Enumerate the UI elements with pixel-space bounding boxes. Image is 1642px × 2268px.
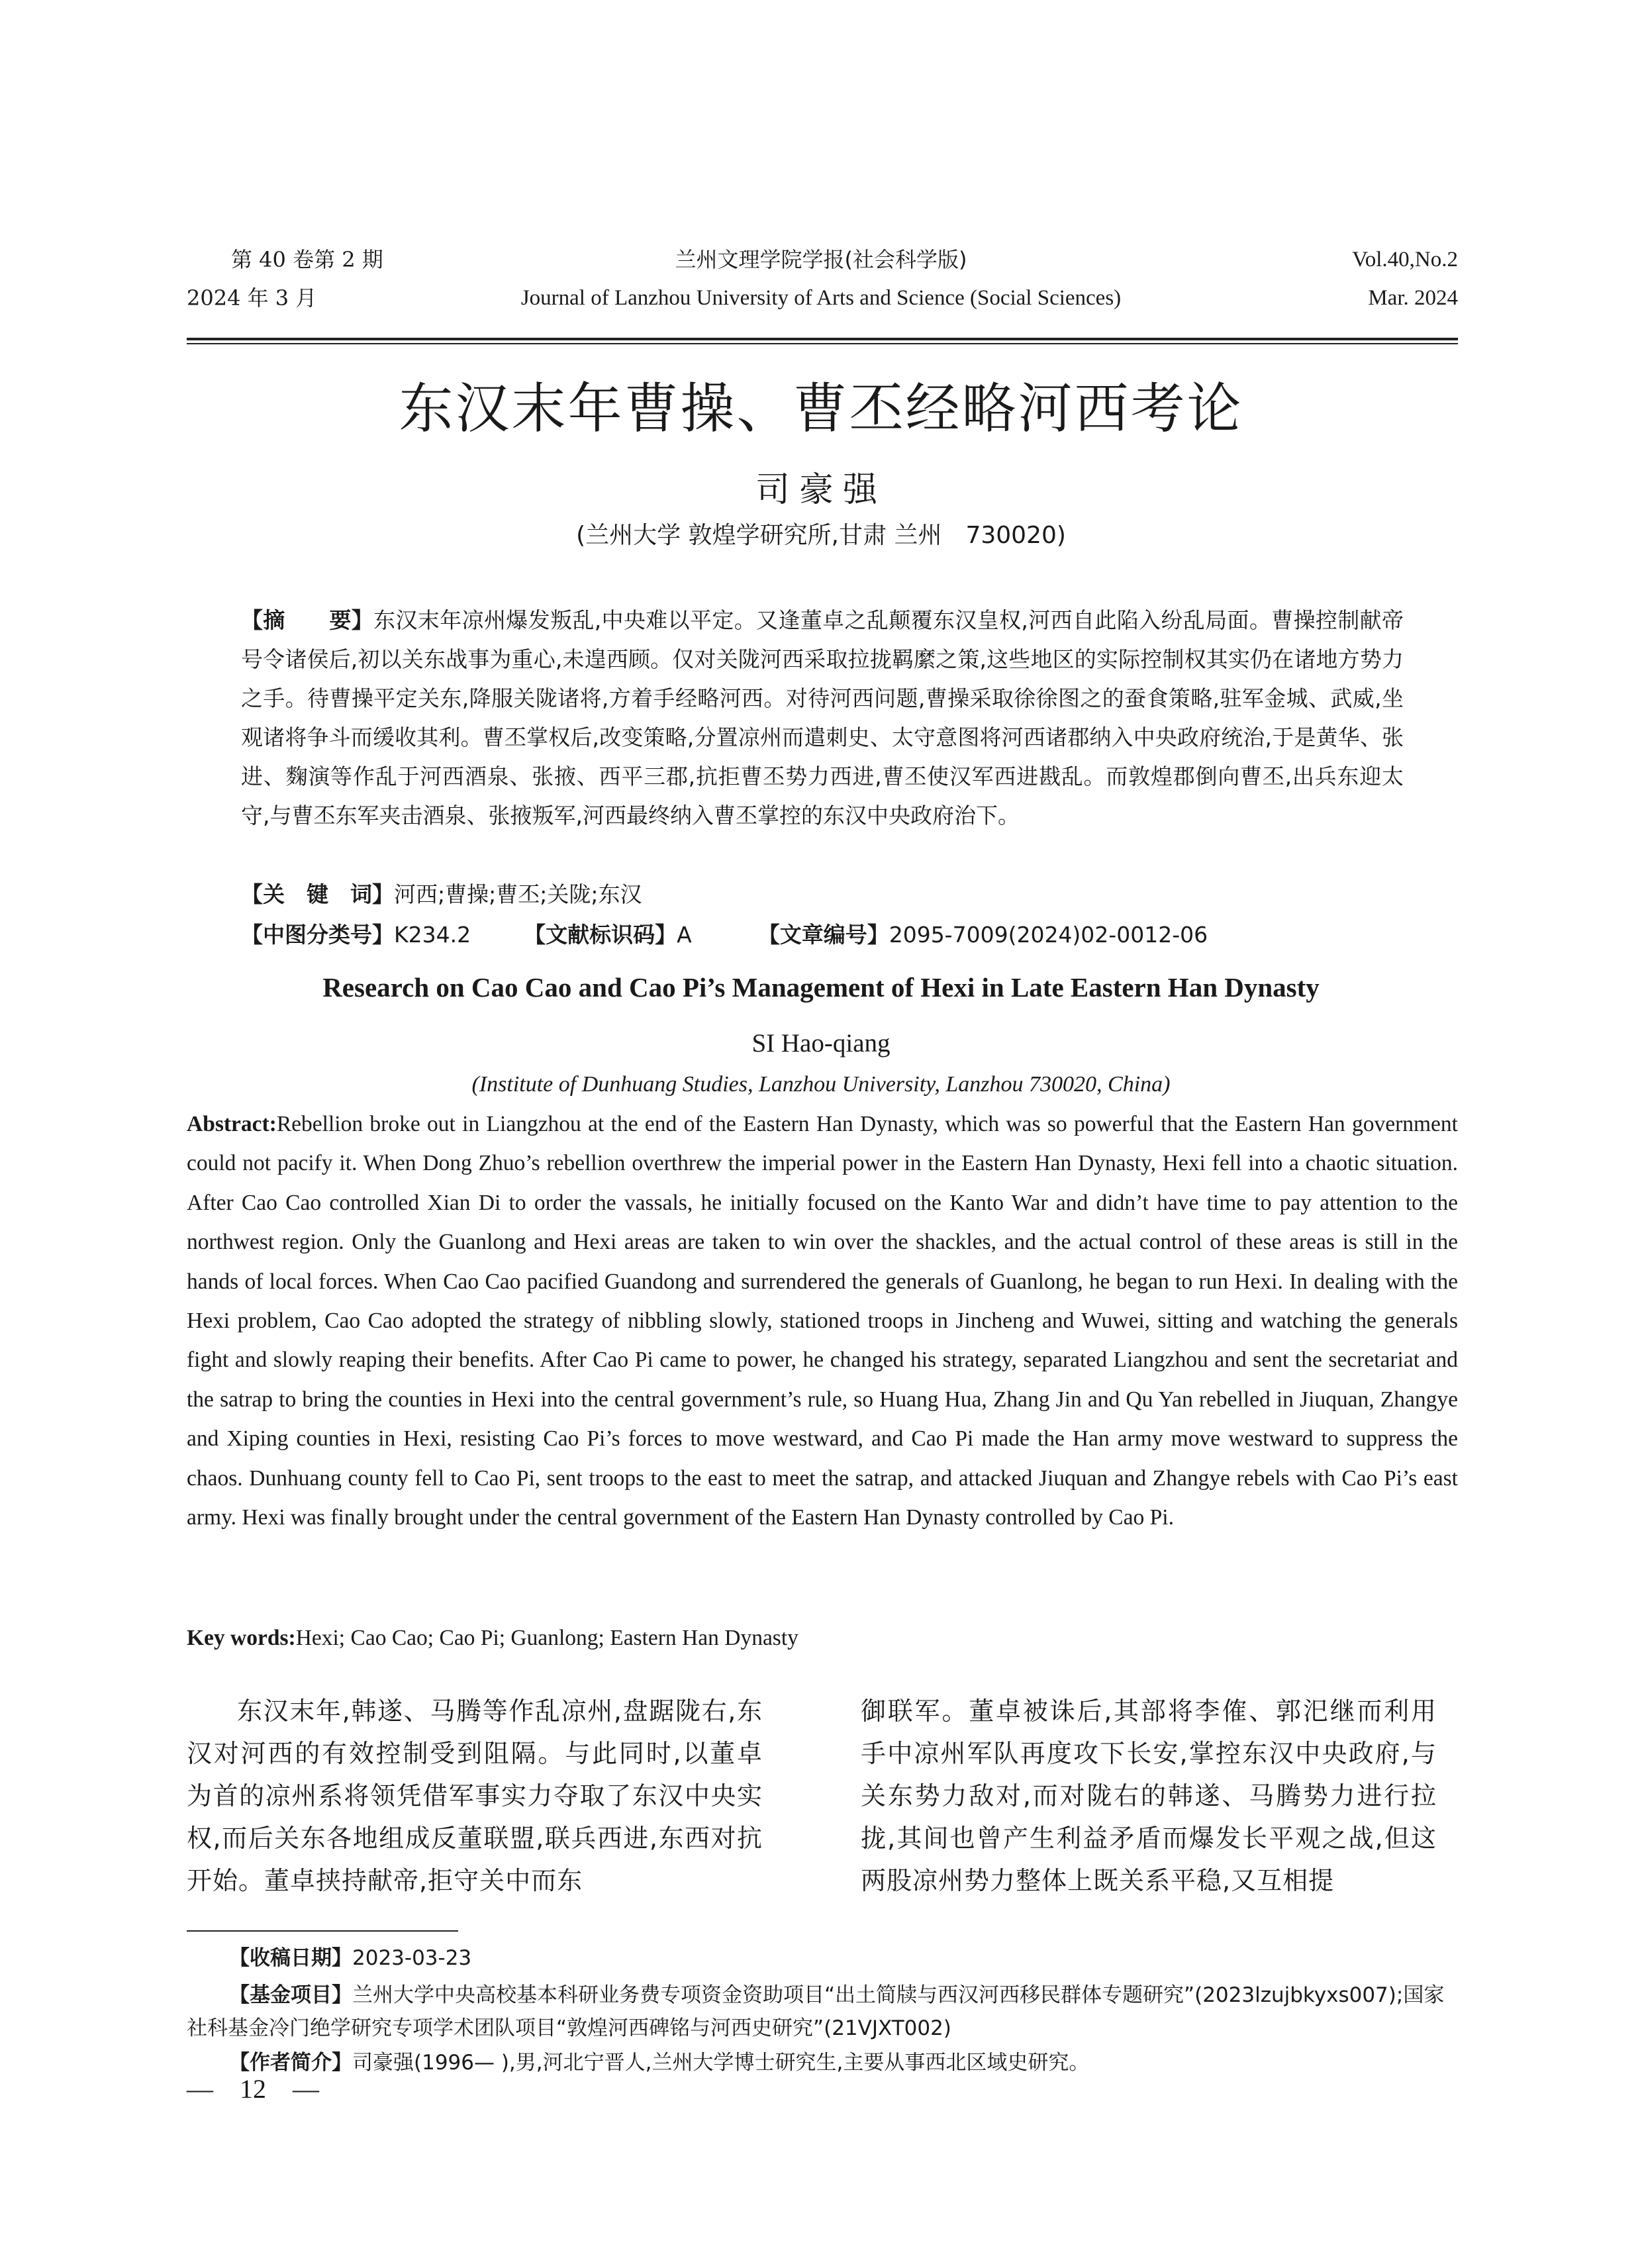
clc-label: 【中图分类号】	[241, 922, 394, 948]
page-number: — 12 —	[187, 2074, 319, 2104]
english-keywords-text: Hexi; Cao Cao; Cao Pi; Guanlong; Eastern Han Dynasty	[295, 1626, 798, 1650]
abstract-cn-label: 【摘 要】	[241, 607, 374, 633]
bio-value: 司豪强(1996— ),男,河北宁晋人,兰州大学博士研究生,主要从事西北区域史研究。	[352, 2051, 1090, 2075]
clc-value: K234.2	[394, 922, 471, 948]
page-title: 东汉末年曹操、曹丕经略河西考论	[399, 377, 1243, 440]
fund-label: 【基金项目】	[229, 1983, 352, 2007]
english-abstract-text: Rebellion broke out in Liangzhou at the end of the Eastern Han Dynasty, which was so powerful that the Eastern Han government could not pacify it. When Dong Zhuo’s rebellion overthrew the imperial power in the Eastern Han Dynasty, Hexi fell into a chaotic situation. After Cao Cao controlled Xian Di to order the vassals, he initially focused on the Kanto War and didn’t have time to pay attention to the northwest region. Only the Guanlong and Hexi areas are taken to win over the shackles, and the actual control of these areas is still in the hands of local forces. When Cao Cao pacified Guandong and surrendered the generals of Guanlong, he began to run Hexi. In dealing with the Hexi problem, Cao Cao adopted the strategy of nibbling slowly, stationed troops in Jincheng and Wuwei, sitting and watching the generals fight and slowly reaping their benefits. After Cao Pi came to power, he changed his strategy, separated Liangzhou and sent the secretariat and the satrap to bring the counties in Hexi into the central government’s rule, so Huang Hua, Zhang Jin and Qu Yan rebelled in Jiuquan, Zhangye and Xiping counties in Hexi, resisting Cao Pi’s forces to move westward, and Cao Pi made the Han army move westward to suppress the chaos. Dunhuang county fell to Cao Pi, sent troops to the east to meet the satrap, and attacked Jiuquan and Zhangye rebels with Cao Pi’s east army. Hexi was finally brought under the central government of the Eastern Han Dynasty controlled by Cao Pi.	[187, 1112, 1458, 1530]
header-journal-cn: 兰州文理学院学报(社会科学版)	[675, 247, 967, 272]
header-date-cn: 2024 年 3 月	[187, 285, 317, 311]
body-column-left: 东汉末年,韩遂、马腾等作乱凉州,盘踞陇右,东汉对河西的有效控制受到阻隔。与此同时,以董卓为首的凉州系将领凭借军事实力夺取了东汉中央实权,而后关东各地组成反董联盟,联兵西进,东西对抗开始。董卓挟持献帝,拒守关中而东	[187, 1697, 763, 1895]
abstract-cn-text: 东汉末年凉州爆发叛乱,中央难以平定。又逢董卓之乱颠覆东汉皇权,河西自此陷入纷乱局面。曹操控制献帝号令诸侯后,初以关东战事为重心,未遑西顾。仅对关陇河西采取拉拢羁縻之策,这些地区的实际控制权其实仍在诸地方势力之手。待曹操平定关东,降服关陇诸将,方着手经略河西。对待河西问题,曹操采取徐徐图之的蚕食策略,驻军金城、武威,坐观诸将争斗而缓收其利。曹丕掌权后,改变策略,分置凉州而遣刺史、太守意图将河西诸郡纳入中央政府统治,于是黄华、张进、麴演等作乱于河西酒泉、张掖、西平三郡,抗拒曹丕势力西进,曹丕使汉军西进戡乱。而敦煌郡倒向曹丕,出兵东迎太守,与曹丕东军夹击酒泉、张掖叛军,河西最终纳入曹丕掌控的东汉中央政府治下。	[241, 607, 1404, 828]
keywords-cn-label: 【关 键 词】	[241, 881, 394, 907]
header-date-en: Mar. 2024	[1368, 286, 1458, 310]
footnote-rule	[187, 1930, 458, 1932]
english-title: Research on Cao Cao and Cao Pi’s Management of Hexi in Late Eastern Han Dynasty	[322, 972, 1320, 1003]
bio-label: 【作者简介】	[229, 2051, 352, 2075]
english-affiliation: (Institute of Dunhuang Studies, Lanzhou University, Lanzhou 730020, China)	[471, 1072, 1171, 1097]
keywords-cn	[241, 881, 642, 908]
header-rule-thin	[187, 343, 1458, 344]
doc-code-label: 【文献标识码】	[524, 922, 677, 948]
classification-line	[241, 922, 1208, 948]
received-value: 2023-03-23	[352, 1946, 472, 1970]
abstract-cn	[241, 601, 1404, 835]
author-affiliation: (兰州大学 敦煌学研究所,甘肃 兰州 730020)	[576, 522, 1066, 549]
doc-code-value: A	[677, 922, 692, 948]
header-volume: 第 40 卷第 2 期	[231, 247, 383, 272]
english-abstract-label: Abstract:	[187, 1112, 277, 1136]
author-name: 司豪强	[755, 470, 887, 510]
body-column-right: 御联军。董卓被诛后,其部将李傕、郭汜继而利用手中凉州军队再度攻下长安,掌控东汉中央政府,与关东势力敌对,而对陇右的韩遂、马腾势力进行拉拢,其间也曾产生利益矛盾而爆发长平观之战,但这两股凉州势力整体上既关系平稳,又互相提	[861, 1697, 1437, 1895]
received-label: 【收稿日期】	[229, 1946, 352, 1970]
english-keywords-label: Key words:	[187, 1626, 296, 1650]
fund-value: 兰州大学中央高校基本科研业务费专项资金资助项目“出土简牍与西汉河西移民群体专题研究”(2023lzujbkyxs007);国家社科基金冷门绝学研究专项学术团队项目“敦煌河西碑铭与河西史研究”(21VJXT002)	[187, 1983, 1445, 2040]
english-keywords	[187, 1624, 798, 1653]
footnote-bio	[187, 2046, 1458, 2079]
footnote-received	[187, 1942, 1458, 1975]
footnote-fund	[187, 1979, 1458, 2045]
keywords-cn-text: 河西;曹操;曹丕;关陇;东汉	[394, 881, 642, 907]
article-no-label: 【文章编号】	[757, 922, 889, 948]
english-author: SI Hao-qiang	[751, 1029, 891, 1058]
header-vol-en: Vol.40,No.2	[1352, 248, 1458, 271]
english-abstract	[187, 1105, 1458, 1537]
article-no-value: 2095-7009(2024)02-0012-06	[889, 922, 1208, 948]
header-journal-en: Journal of Lanzhou University of Arts and Science (Social Sciences)	[520, 286, 1122, 310]
header-rule-thick	[187, 338, 1458, 340]
